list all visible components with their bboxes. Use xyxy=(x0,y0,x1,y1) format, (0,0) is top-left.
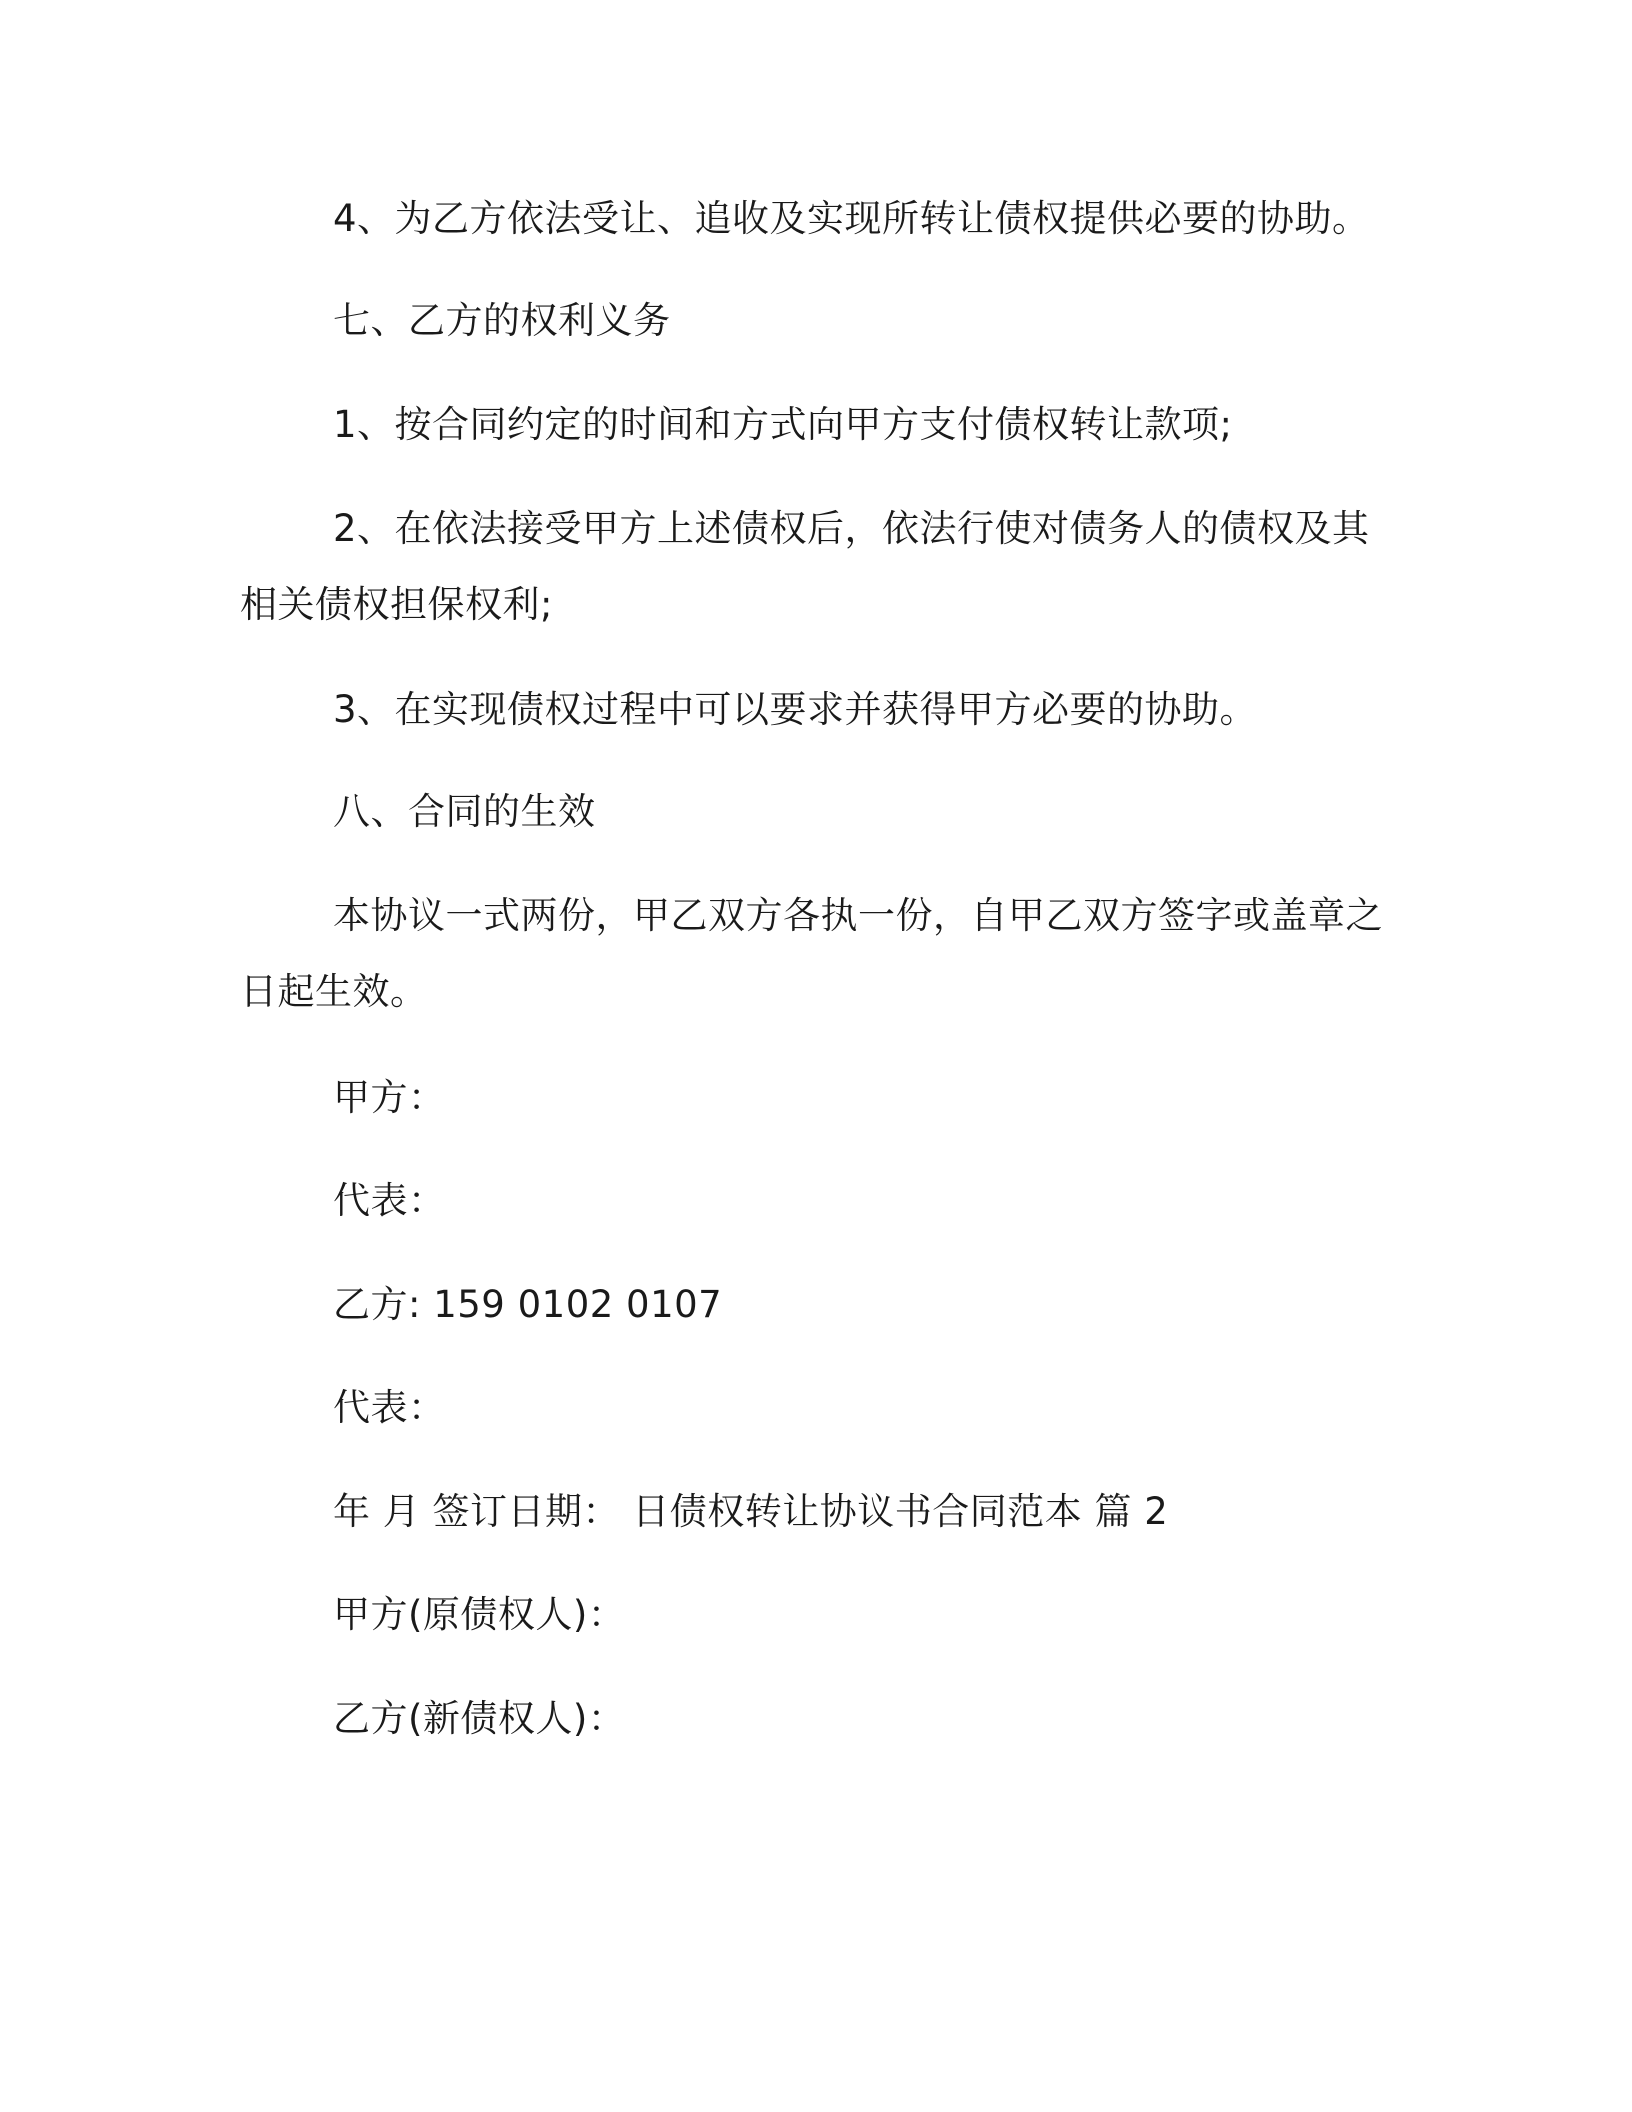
signature-party-a: 甲方： xyxy=(333,1076,446,1119)
clause-party-b-duty-3: 3、在实现债权过程中可以要求并获得甲方必要的协助。 xyxy=(333,688,1258,731)
effectiveness-paragraph-cont: 日起生效。 xyxy=(240,970,428,1013)
party-b-new-creditor: 乙方(新债权人)： xyxy=(333,1697,626,1740)
section-heading-7: 七、乙方的权利义务 xyxy=(333,299,671,342)
clause-party-b-duty-2: 2、在依法接受甲方上述债权后，依法行使对债务人的债权及其 xyxy=(333,507,1370,550)
sign-date-and-next-title: 年 月 签订日期： 日债权转让协议书合同范本 篇 2 xyxy=(333,1490,1169,1533)
signature-party-b: 乙方: 159 0102 0107 xyxy=(333,1283,723,1326)
clause-party-b-duty-1: 1、按合同约定的时间和方式向甲方支付债权转让款项; xyxy=(333,403,1233,446)
effectiveness-paragraph: 本协议一式两份，甲乙双方各执一份，自甲乙双方签字或盖章之 xyxy=(333,894,1383,937)
section-heading-8: 八、合同的生效 xyxy=(333,790,596,833)
party-a-original-creditor: 甲方(原债权人)： xyxy=(333,1593,626,1636)
signature-party-b-rep: 代表： xyxy=(333,1386,446,1429)
clause-party-a-duty-4: 4、为乙方依法受让、追收及实现所转让债权提供必要的协助。 xyxy=(333,197,1370,240)
signature-party-a-rep: 代表： xyxy=(333,1179,446,1222)
clause-party-b-duty-2-cont: 相关债权担保权利; xyxy=(240,583,553,626)
